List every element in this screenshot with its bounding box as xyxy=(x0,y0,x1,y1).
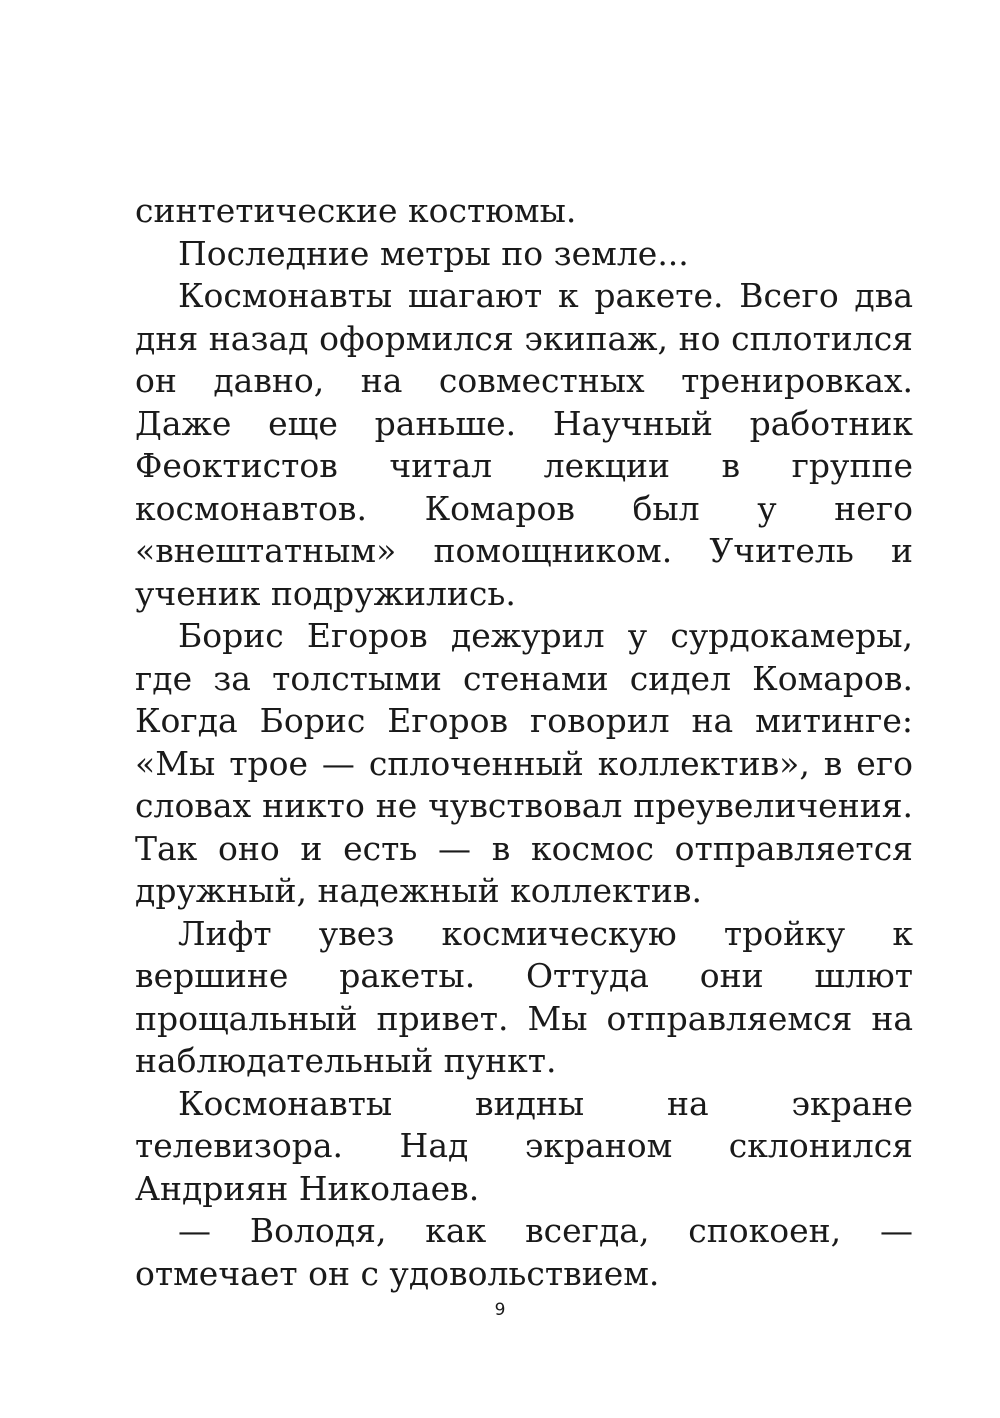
paragraph: Борис Егоров дежурил у сурдокамеры, где за толстыми стенами сидел Комаров. Когда Борис Егоров говорил на митинге: «Мы трое — сплоченный коллектив», в его словах никто не чувствовал преувеличения. Так оно и есть — в космос отправляется дружный, надежный коллектив. xyxy=(135,616,913,910)
paragraph: Космонавты видны на экране телевизора. Над экраном склонился Андриян Николаев. xyxy=(135,1083,913,1208)
paragraph: — Володя, как всегда, спокоен, — отмечает он с удовольствием. xyxy=(135,1211,913,1293)
page-number: 9 xyxy=(494,1300,506,1320)
paragraph: синтетические костюмы. xyxy=(135,191,577,230)
paragraph: Последние метры по земле... xyxy=(178,233,689,273)
paragraph: Лифт увез космическую тройку к вершине ракеты. Оттуда они шлют прощальный привет. Мы отправляемся на наблюдательный пункт. xyxy=(135,913,913,1080)
body-text xyxy=(135,190,913,1295)
paragraph: Космонавты шагают к ракете. Всего два дня назад оформился экипаж, но сплотился он давно, на совместных тренировках. Даже еще раньше. Научный работник Феоктистов читал лекции в группе космонавтов. Комаров был у него «внештатным» помощником. Учитель и ученик подружились. xyxy=(135,276,913,613)
